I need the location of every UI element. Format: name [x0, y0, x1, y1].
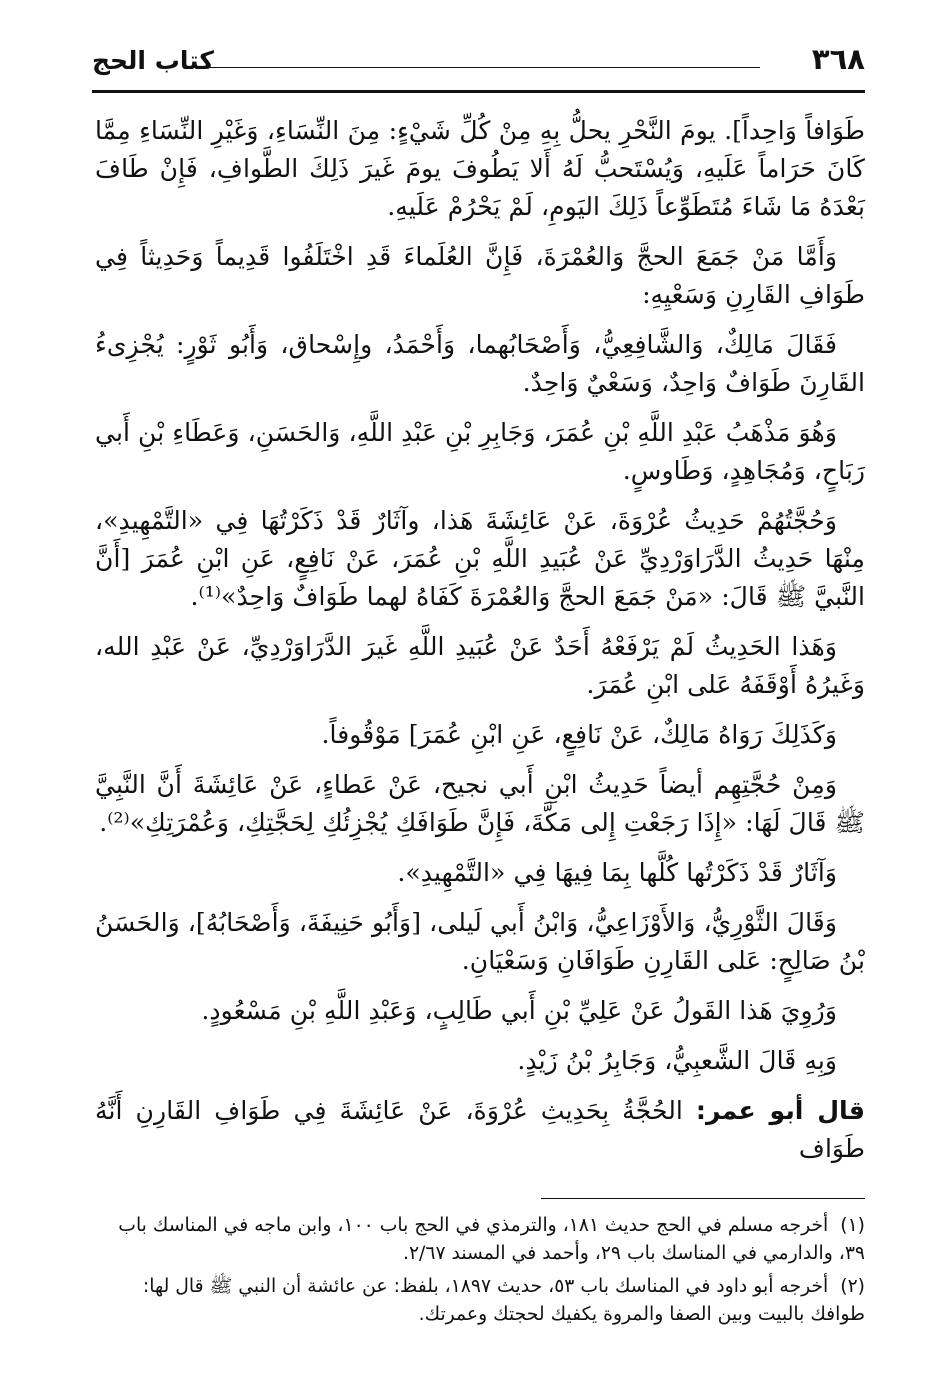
paragraph-12: وَبِهِ قَالَ الشَّعبِيُّ، وَجَابِرُ بْنُ زَيْدٍ.	[517, 1046, 837, 1075]
paragraph-5: وَحُجَّتُهُمْ حَدِيثُ عُرْوَةَ، عَنْ عَائِشَةَ هَذا، وآثَارٌ قَدْ ذَكَرْتُهَا فِي «التَّمْهِيدِ»، مِنْهَا حَدِيثُ الدَّرَاوَرْدِيِّ عَنْ عُبَيدِ اللَّهِ بْنِ عُمَرَ، عَنْ نَافِعٍ، عَنِ ابْنِ عُمَرَ [أَنَّ النَّبيَّ ﷺ قَالَ: «مَنْ جَمَعَ الحجَّ وَالعُمْرَةَ كَفَاهُ لهما طَوَافٌ وَاحِدٌ»⁽¹⁾.	[95, 506, 865, 611]
header-thin-rule	[192, 67, 760, 68]
footnote-number: (٢)	[840, 1276, 865, 1297]
paragraph-9: وَآثَارٌ قَدْ ذَكَرْتُها كُلَّها بِمَا فِيهَا فِي «التَّمْهِيدِ».	[397, 858, 837, 887]
footnote-1	[95, 1212, 865, 1268]
main-text	[95, 112, 865, 1180]
paragraph-1: طَوَافاً وَاحِداً]. يومَ النَّحْرِ يحلُّ بِهِ مِنْ كُلِّ شَيْءٍ: مِنَ النِّسَاءِ، وَغَيْرِ النِّسَاءِ مِمَّا كَانَ حَرَاماً عَلَيهِ، وَيُسْتَحبُّ لَهُ أَلا يَطُوفَ يومَ غَيرَ ذَلِكَ الطَّوافِ، فَإِنْ طَافَ بَعْدَهُ مَا شَاءَ مُتَطَوِّعاً ذَلِكَ اليَومِ، لَمْ يَحْرُمْ عَلَيهِ.	[95, 116, 865, 221]
book-title: كتاب الحج	[92, 46, 214, 75]
footnote-separator	[541, 1198, 865, 1199]
paragraph-7: وَكَذَلِكَ رَوَاهُ مَالِكٌ، عَنْ نَافِعٍ، عَنِ ابْنِ عُمَرَ] مَوْقُوفاً.	[321, 720, 837, 749]
footnote-text: أخرجه أبو داود في المناسك باب ٥٣، حديث ١٨٩٧، بلفظ: عن عائشة أن النبي ﷺ قال لها: طوافك بالبيت وبين الصفا والمروة يكفيك لحجتك وعمرتك.	[142, 1276, 865, 1325]
final-paragraph-text: الحُجَّةُ بِحَدِيثِ عُرْوَةَ، عَنْ عَائِشَةَ فِي طَوَافِ القَارِنِ أَنَّهُ طَوَاف	[95, 1096, 865, 1163]
running-header	[92, 40, 865, 90]
header-thick-rule	[92, 90, 865, 93]
paragraph-8: وَمِنْ حُجَّتِهِم أيضاً حَدِيثُ ابْنِ أَبي نجيح، عَنْ عَطاءٍ، عَنْ عَائِشَةَ أَنَّ النَّبِيَّ ﷺ قَالَ لَهَا: «إِذَا رَجَعْتِ إِلى مَكَّةَ، فَإِنَّ طَوَافَكِ يُجْزِئُكِ لِحَجَّتِكِ، وَعُمْرَتِكِ»⁽²⁾.	[95, 770, 865, 837]
paragraph-3: فَقَالَ مَالِكٌ، وَالشَّافِعِيُّ، وَأَصْحَابُهما، وَأَحْمَدُ، وإِسْحاق، وَأَبُو ثَوْرٍ: يُجْزِىءُ القَارِنَ طَوَافٌ وَاحِدٌ، وَسَعْيٌ وَاحِدٌ.	[95, 330, 865, 397]
footnote-number: (١)	[840, 1215, 865, 1236]
footnote-2	[95, 1273, 865, 1329]
author-label: قال أبو عمر:	[695, 1096, 865, 1125]
footnotes	[95, 1212, 865, 1334]
page-number: ٣٦٨	[811, 42, 865, 76]
paragraph-13	[95, 1092, 865, 1168]
paragraph-10: وَقَالَ الثَّوْرِيُّ، وَالأَوْزَاعِيُّ، وَابْنُ أَبي لَيلى، [وَأَبُو حَنِيفَةَ، وَأَصْحَابُهُ]، وَالحَسَنُ بْنُ صَالِحٍ: عَلى القَارِنِ طَوَافَانِ وَسَعْيَانِ.	[95, 908, 865, 975]
paragraph-2: وَأَمَّا مَنْ جَمَعَ الحجَّ وَالعُمْرَةَ، فَإِنَّ العُلَماءَ قَدِ اخْتَلَفُوا قَدِيماً وَحَدِيثاً فِي طَوَافِ القَارِنِ وَسَعْيِهِ:	[95, 242, 865, 309]
footnote-text: أخرجه مسلم في الحج حديث ١٨١، والترمذي في الحج باب ١٠٠، وابن ماجه في المناسك باب ٣٩، والدارمي في المناسك باب ٢٩، وأحمد في المسند ٢/٦٧.	[118, 1215, 865, 1264]
paragraph-6: وَهَذا الحَدِيثُ لَمْ يَرْفَعْهُ أَحَدٌ عَنْ عُبَيدِ اللَّهِ غَيرَ الدَّرَاوَرْدِيِّ، عَنْ عَبْدِ الله، وَغَيرُهُ أَوْقَفَهُ عَلى ابْنِ عُمَرَ.	[95, 632, 865, 699]
paragraph-4: وَهُوَ مَذْهَبُ عَبْدِ اللَّهِ بْنِ عُمَرَ، وَجَابِرِ بْنِ عَبْدِ اللَّهِ، وَالحَسَنِ، وَعَطَاءِ بْنِ أَبي رَبَاحٍ، وَمُجَاهِدٍ، وَطَاوسٍ.	[95, 418, 865, 485]
paragraph-11: وَرُوِيَ هَذا القَولُ عَنْ عَلِيِّ بْنِ أَبي طَالِبٍ، وَعَبْدِ اللَّهِ بْنِ مَسْعُودٍ.	[201, 996, 837, 1025]
